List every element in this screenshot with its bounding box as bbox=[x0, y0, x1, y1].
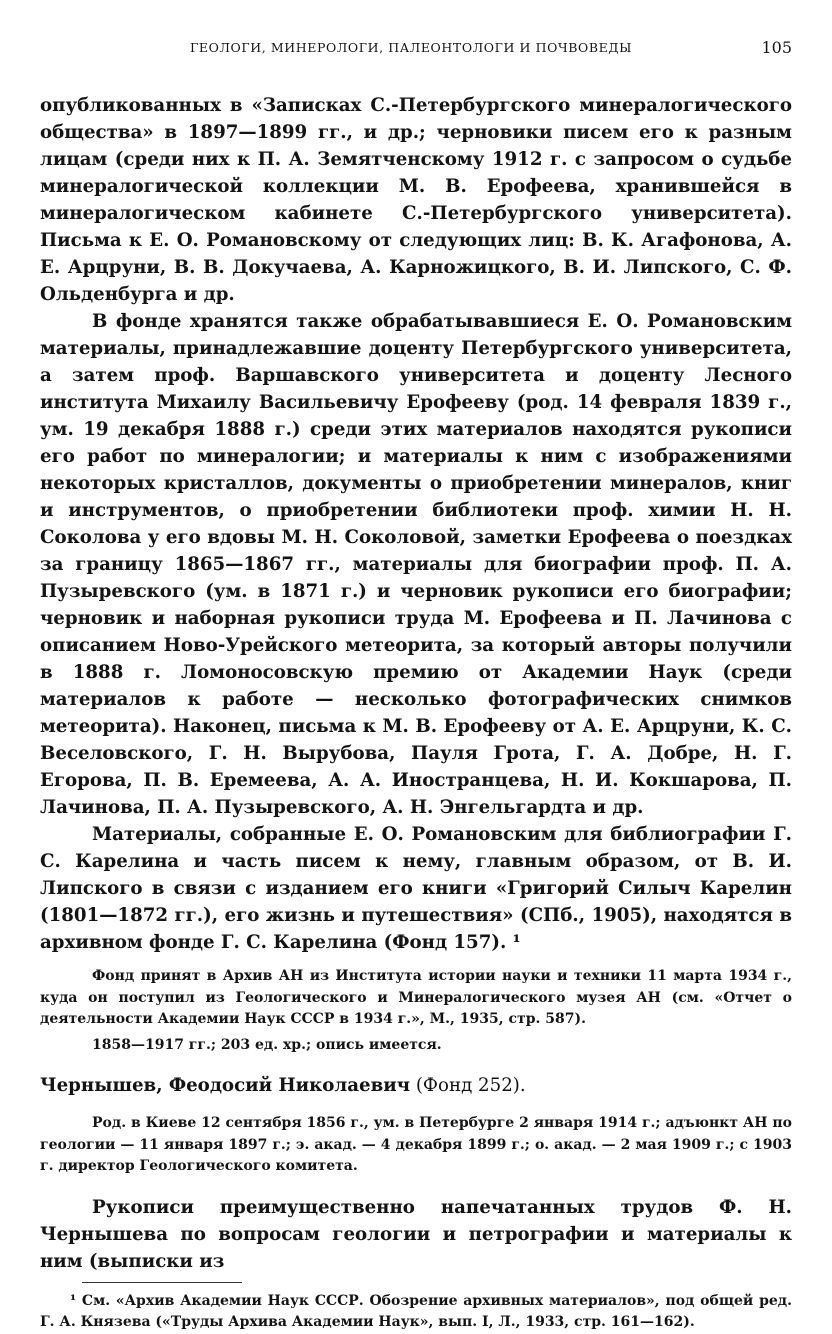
paragraph-chernyshev-manuscripts: Рукописи преимущественно напечатанных трудов Ф. Н. Чернышева по вопросам геологии и петрографии и материалы к ним (выписки из bbox=[40, 1196, 792, 1272]
page-number: 105 bbox=[761, 38, 792, 57]
entry-fond: (Фонд 252). bbox=[415, 1075, 526, 1096]
footnote-separator bbox=[82, 1282, 242, 1283]
paragraph-erofeev-materials: В фонде хранятся также обрабатывавшиеся Е. О. Романовским материалы, принадлежавшие доценту Петербургского университета, а затем проф. Варшавского университета и доценту Лесного института Михаилу Васильевичу Ерофееву (род. 14 февраля 1839 г., ум. 19 декабря 1888 г.) среди этих материалов находятся рукописи его работ по минералогии; и материалы к ним с изображениями некоторых кристаллов, документы о приобретении минералов, книг и инструментов, о приобретении библиотеки проф. химии Н. Н. Соколова у его вдовы М. Н. Соколовой, заметки Ерофеева о поездках за границу 1865—1867 гг., материалы для биографии проф. П. А. Пузыревского (ум. в 1871 г.) и черновик рукописи его биографии; черновик и наборная рукописи труда М. Ерофеева и П. Лачинова с описанием Ново-Урейского метеорита, за который авторы получили в 1888 г. Ломоносовскую премию от Академии Наук (среди материалов к работе — несколько фотографических снимков метеорита). Наконец, письма к М. В. Ерофееву от А. Е. Арцруни, К. С. Веселовского, Г. Н. Вырубова, Пауля Грота, Г. А. Добре, Н. Г. Егорова, П. В. Еремеева, А. А. Иностранцева, Н. И. Кокшарова, П. Лачинова, П. А. Пузыревского, А. Н. Энгельгардта и др. bbox=[40, 311, 792, 818]
biography-note: Род. в Киеве 12 сентября 1856 г., ум. в Петербурге 2 января 1914 г.; адъюнкт АН по геологии — 11 января 1897 г.; э. акад. — 4 декабря 1899 г.; о. акад. — 2 мая 1909 г.; с 1903 г. директор Геологического комитета. bbox=[40, 1115, 792, 1174]
running-title: ГЕОЛОГИ, МИНЕРОЛОГИ, ПАЛЕОНТОЛОГИ И ПОЧВОВЕДЫ bbox=[190, 40, 633, 55]
holdings-note: 1858—1917 гг.; 203 ед. хр.; опись имеется. bbox=[92, 1036, 442, 1053]
entry-heading bbox=[40, 1072, 792, 1099]
running-head bbox=[40, 38, 792, 62]
paragraph-karelin-materials: Материалы, собранные Е. О. Романовским для библиографии Г. С. Карелина и часть писем к нему, главным образом, от В. И. Липского в связи с изданием его книги «Григорий Силыч Карелин (1801—1872 гг.), его жизнь и путешествия» (СПб., 1905), находятся в архивном фонде Г. С. Карелина (Фонд 157). ¹ bbox=[40, 824, 792, 953]
footnote: ¹ См. «Архив Академии Наук СССР. Обозрение архивных материалов», под общей ред. Г. А. Князева («Труды Архива Академии Наук», вып. I, Л., 1933, стр. 161—162). bbox=[40, 1292, 792, 1330]
entry-name: Чернышев, Феодосий Николаевич bbox=[40, 1075, 411, 1096]
page-body bbox=[40, 92, 792, 1334]
archive-note: Фонд принят в Архив АН из Института истории науки и техники 11 марта 1934 г., куда он поступил из Геологического и Минералогического музея АН (см. «Отчет о деятельности Академии Наук СССР в 1934 г.», М., 1935, стр. 587). bbox=[40, 968, 792, 1027]
paragraph-continued: опубликованных в «Записках С.-Петербургского минералогического общества» в 1897—1899 гг., и др.; черновики писем его к разным лицам (среди них к П. А. Земятченскому 1912 г. с запросом о судьбе минералогической коллекции М. В. Ерофеева, хранившейся в минералогическом кабинете С.-Петербургского университета). Письма к Е. О. Романовскому от следующих лиц: В. К. Агафонова, А. Е. Арцруни, В. В. Докучаева, А. Карножицкого, В. И. Липского, С. Ф. Ольденбурга и др. bbox=[40, 95, 792, 305]
